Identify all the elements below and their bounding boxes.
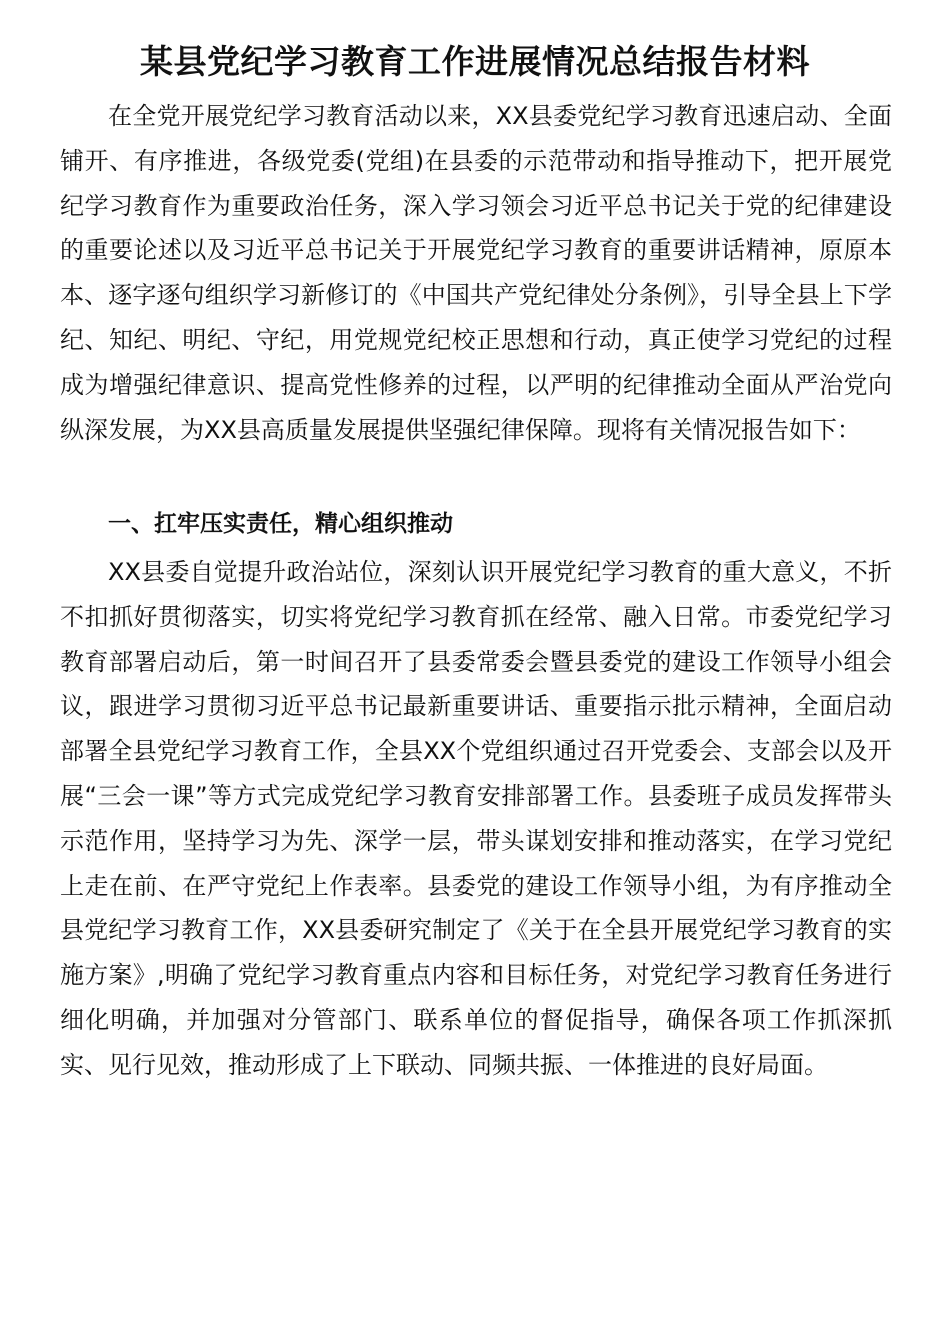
section-heading-1: 一、扛牢压实责任，精心组织推动 [108,511,453,537]
intro-paragraph: 在全党开展党纪学习教育活动以来，XX县委党纪学习教育迅速启动、全面铺开、有序推进，各级党委(党组)在县委的示范带动和指导推动下，把开展党纪学习教育作为重要政治任务，深入学习领会习近平总书记关于党的纪律建设的重要论述以及习近平总书记关于开展党纪学习教育的重要讲话精神，原原本本、逐字逐句组织学习新修订的《中国共产党纪律处分条例》，引导全县上下学纪、知纪、明纪、守纪，用党规党纪校正思想和行动，真正使学习党纪的过程成为增强纪律意识、提高党性修养的过程，以严明的纪律推动全面从严治党向纵深发展，为XX县高质量发展提供坚强纪律保障。现将有关情况报告如下： [60,102,892,444]
document-title: 某县党纪学习教育工作进展情况总结报告材料 [140,42,810,81]
section-1-paragraph: XX县委自觉提升政治站位，深刻认识开展党纪学习教育的重大意义，不折不扣抓好贯彻落实，切实将党纪学习教育抓在经常、融入日常。市委党纪学习教育部署启动后，第一时间召开了县委常委会暨县委党的建设工作领导小组会议，跟进学习贯彻习近平总书记最新重要讲话、重要指示批示精神，全面启动部署全县党纪学习教育工作，全县XX个党组织通过召开党委会、支部会以及开展“三会一课”等方式完成党纪学习教育安排部署工作。县委班子成员发挥带头示范作用，坚持学习为先、深学一层，带头谋划安排和推动落实，在学习党纪上走在前、在严守党纪上作表率。县委党的建设工作领导小组，为有序推动全县党纪学习教育工作，XX县委研究制定了《关于在全县开展党纪学习教育的实施方案》,明确了党纪学习教育重点内容和目标任务，对党纪学习教育任务进行细化明确，并加强对分管部门、联系单位的督促指导，确保各项工作抓深抓实、见行见效，推动形成了上下联动、同频共振、一体推进的良好局面。 [60,558,892,1079]
